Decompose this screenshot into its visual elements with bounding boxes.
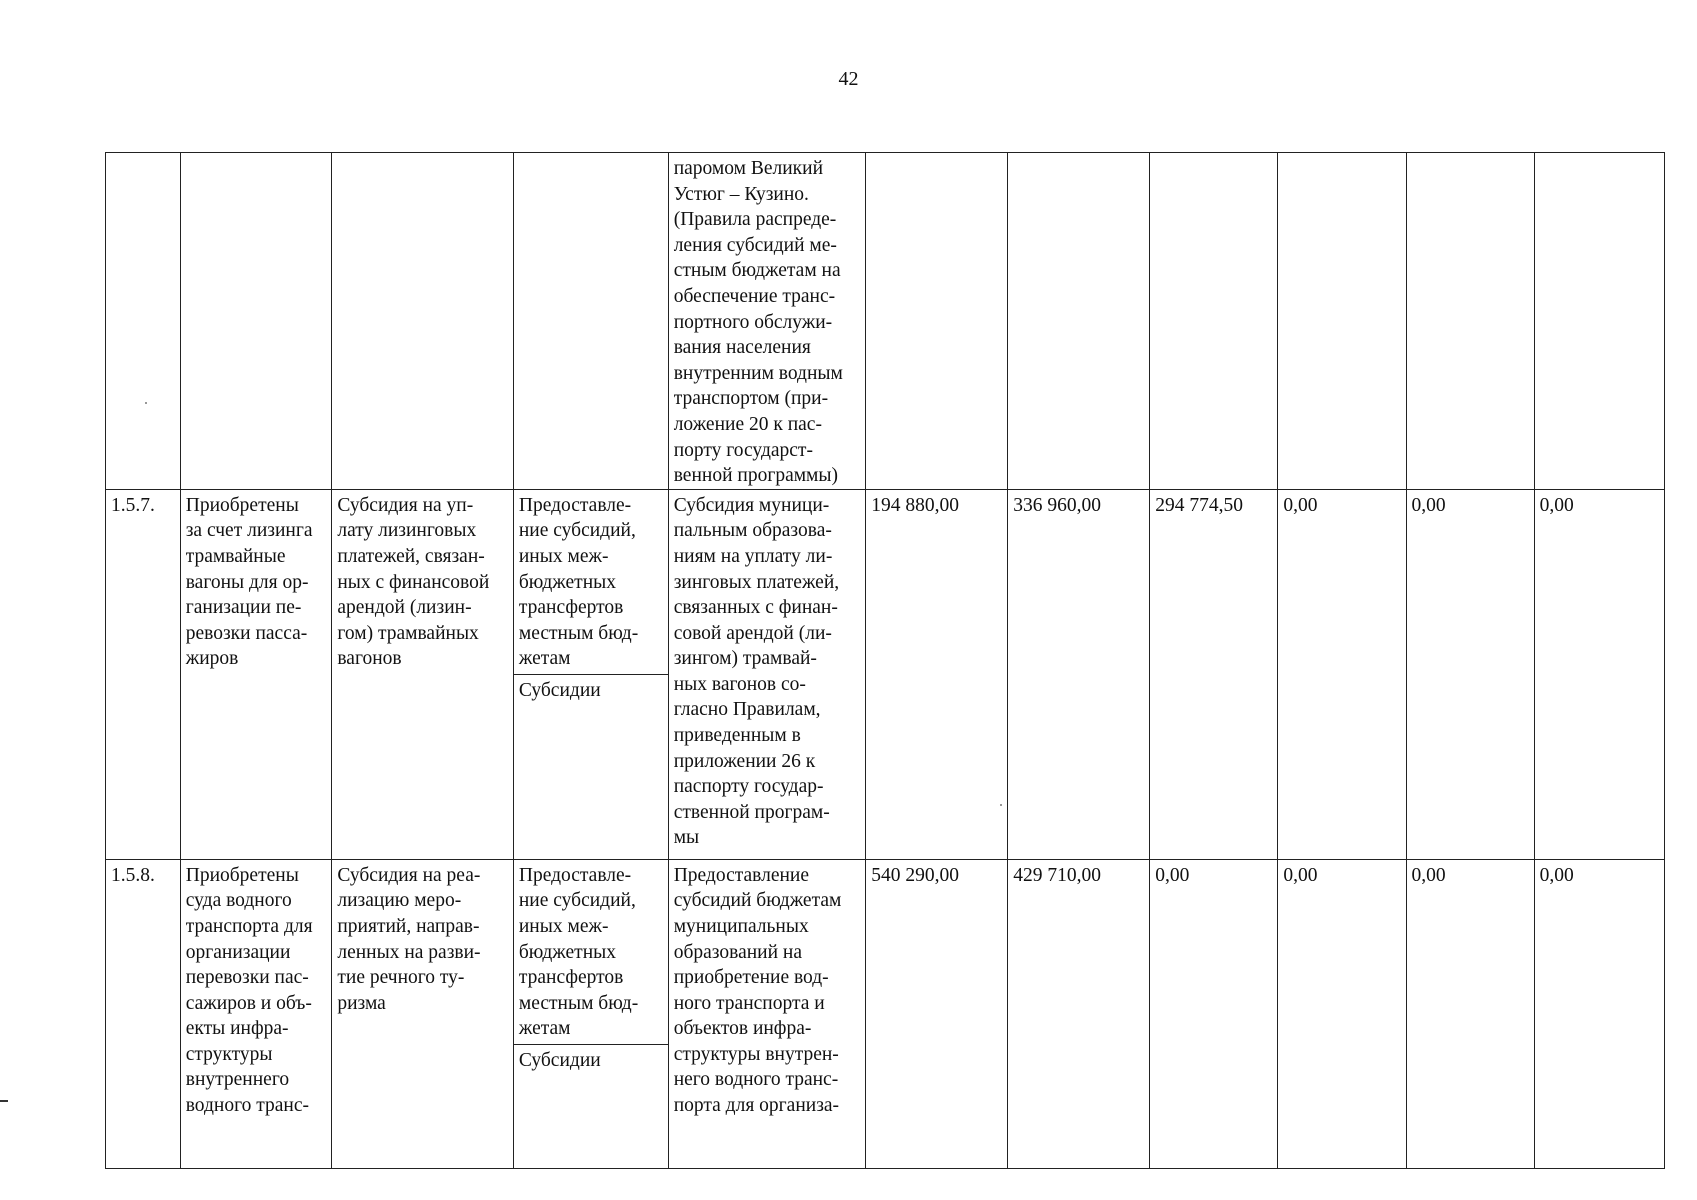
budget-table [105,152,1665,1169]
measure-type-cell [513,859,668,1168]
result-cell: Приобретены за счет лизинга трамвайные вагоны для ор- ганизации пе- ревозки пасса- жиров [180,489,332,859]
scan-speck [1000,804,1002,806]
row-id-cell [106,153,181,490]
table-row [106,859,1665,1168]
value-cell [1008,153,1150,490]
measure-type-text: Предоставле- ние субсидий, иных меж- бюджетных трансфертов местным бюд- жетам [514,490,668,675]
description-cell: Предоставление субсидий бюджетам муниципальных образований на приобретение вод- ного транспорта и объектов инфра- структуры внутрен- него водного транс- порта для организа- [668,859,866,1168]
result-cell: Приобретены суда водного транспорта для организации перевозки пас- сажиров и объ- екты инфра- структуры внутреннего водного транс- [180,859,332,1168]
row-id-cell: 1.5.8. [106,859,181,1168]
value-cell: 0,00 [1406,859,1534,1168]
value-cell [1534,153,1664,490]
value-cell [866,153,1008,490]
description-cell: паромом Великий Устюг – Кузино. (Правила распреде- ления субсидий ме- стным бюджетам на обеспечение транс- портного обслужи- вания населения внутренним водным транспортом (при- ложение 20 к пас- порту государст- венной программы) [668,153,866,490]
value-cell: 0,00 [1406,489,1534,859]
measure-type-text: Предоставле- ние субсидий, иных меж- бюджетных трансфертов местным бюд- жетам [514,860,668,1045]
description-cell: Субсидия муници- пальным образова- ниям на уплату ли- зинговых платежей, связанных с финан- совой арендой (ли- зингом) трамвай- ных вагонов со- гласно Правилам, приведенным в приложении 26 к паспорту государ- ственной програм- мы [668,489,866,859]
value-cell: 0,00 [1278,489,1406,859]
table-row [106,489,1665,859]
table-row [106,153,1665,490]
value-cell: 0,00 [1278,859,1406,1168]
value-cell [1406,153,1534,490]
subsidy-cell [332,153,514,490]
measure-type-cell [513,489,668,859]
subsidy-cell: Субсидия на уп- лату лизинговых платежей, связан- ных с финансовой арендой (лизин- гом) трамвайных вагонов [332,489,514,859]
value-cell: 0,00 [1534,489,1664,859]
measure-subtype-text: Субсидии [518,679,601,701]
subsidy-cell: Субсидия на реа- лизацию меро- приятий, направ- ленных на разви- тие речного ту- ризма [332,859,514,1168]
measure-type-cell [513,153,668,490]
value-cell: 0,00 [1150,859,1278,1168]
value-cell [1150,153,1278,490]
value-cell: 0,00 [1534,859,1664,1168]
row-id-cell: 1.5.7. [106,489,181,859]
value-cell: 429 710,00 [1008,859,1150,1168]
value-cell [1278,153,1406,490]
value-cell: 540 290,00 [866,859,1008,1168]
value-cell: 194 880,00 [866,489,1008,859]
value-cell: 336 960,00 [1008,489,1150,859]
result-cell [180,153,332,490]
page-number: 42 [838,68,859,90]
measure-subtype-text: Субсидии [518,1049,601,1071]
margin-mark [0,1100,8,1102]
value-cell: 294 774,50 [1150,489,1278,859]
scan-speck [145,402,147,404]
